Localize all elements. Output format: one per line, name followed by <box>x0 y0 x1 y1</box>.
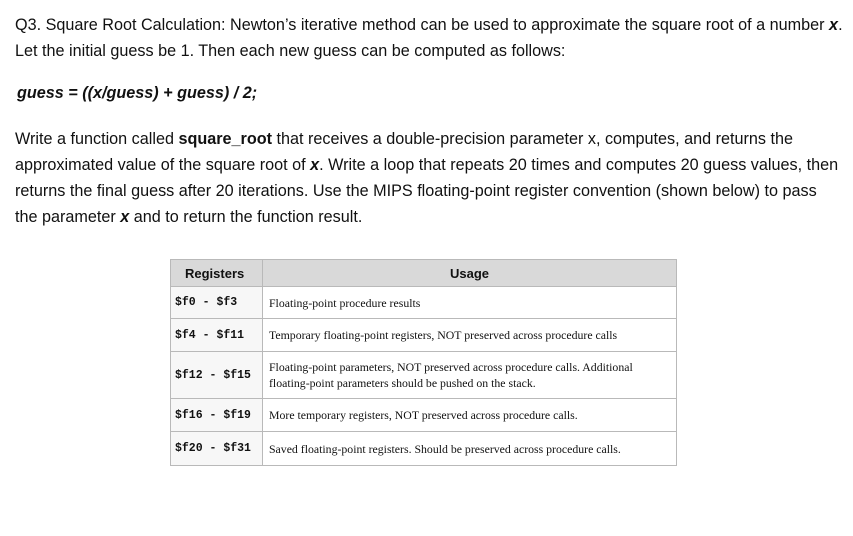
instr-text-a: Write a function called <box>15 130 179 148</box>
newton-formula: guess = ((x/guess) + guess) / 2; <box>17 84 258 102</box>
table-header-row <box>171 260 677 287</box>
register-usage: Saved floating-point registers. Should be preserved across procedure calls. <box>263 432 677 466</box>
reg-start: $f12 <box>175 368 203 382</box>
register-usage: Floating-point procedure results <box>263 287 677 319</box>
reg-start: $f4 <box>175 328 196 342</box>
register-range: $f16 - $f19 <box>171 399 263 432</box>
reg-start: $f0 <box>175 296 196 309</box>
register-usage: Floating-point parameters, NOT preserved across procedure calls. Additional floating-point parameters should be pushed on the stack. <box>263 352 677 399</box>
reg-end: $f15 <box>223 368 251 382</box>
table-row <box>171 287 677 319</box>
register-range: $f20 - $f31 <box>171 432 263 466</box>
question-instructions <box>15 126 843 230</box>
table-row <box>171 399 677 432</box>
instr-text-b: that receives a double-precision parameter x, computes, and returns the approximated value of the square root of <box>15 130 794 174</box>
register-convention-table <box>170 259 677 466</box>
reg-end: $f11 <box>216 328 245 342</box>
reg-end: $f19 <box>223 408 251 422</box>
reg-end: $f31 <box>223 442 251 455</box>
intro-text-a: Q3. Square Root Calculation: Newton’s iterative method can be used to approximate the square root of a number <box>15 16 830 34</box>
header-usage: Usage <box>263 260 677 287</box>
register-range: $f0 - $f3 <box>171 287 263 319</box>
var-x-2: x <box>120 208 130 226</box>
register-usage: More temporary registers, NOT preserved across procedure calls. <box>263 399 677 432</box>
table-row <box>171 352 677 399</box>
reg-start: $f16 <box>175 408 203 422</box>
instr-text-d: and to return the function result. <box>129 208 363 226</box>
reg-end: $f3 <box>216 296 238 309</box>
table-row <box>171 319 677 352</box>
register-range: $f12 - $f15 <box>171 352 263 399</box>
register-usage: Temporary floating-point registers, NOT preserved across procedure calls <box>263 319 677 352</box>
instr-text-c: . Write a loop that repeats 20 times and computes 20 guess values, then returns the final guess after 20 iterations. Use the MIPS floating-point register convention (shown below) to pass the parameter <box>15 156 839 226</box>
table-row <box>171 432 677 466</box>
register-range: $f4 - $f11 <box>171 319 263 352</box>
var-x: x <box>829 16 839 34</box>
intro-text-b: . Let the initial guess be 1. Then each new guess can be computed as follows: <box>15 16 843 60</box>
var-x-1: x <box>310 156 320 174</box>
reg-start: $f20 <box>175 442 203 455</box>
function-name: square_root <box>178 130 273 148</box>
question-intro <box>15 12 843 64</box>
header-registers: Registers <box>171 260 263 287</box>
